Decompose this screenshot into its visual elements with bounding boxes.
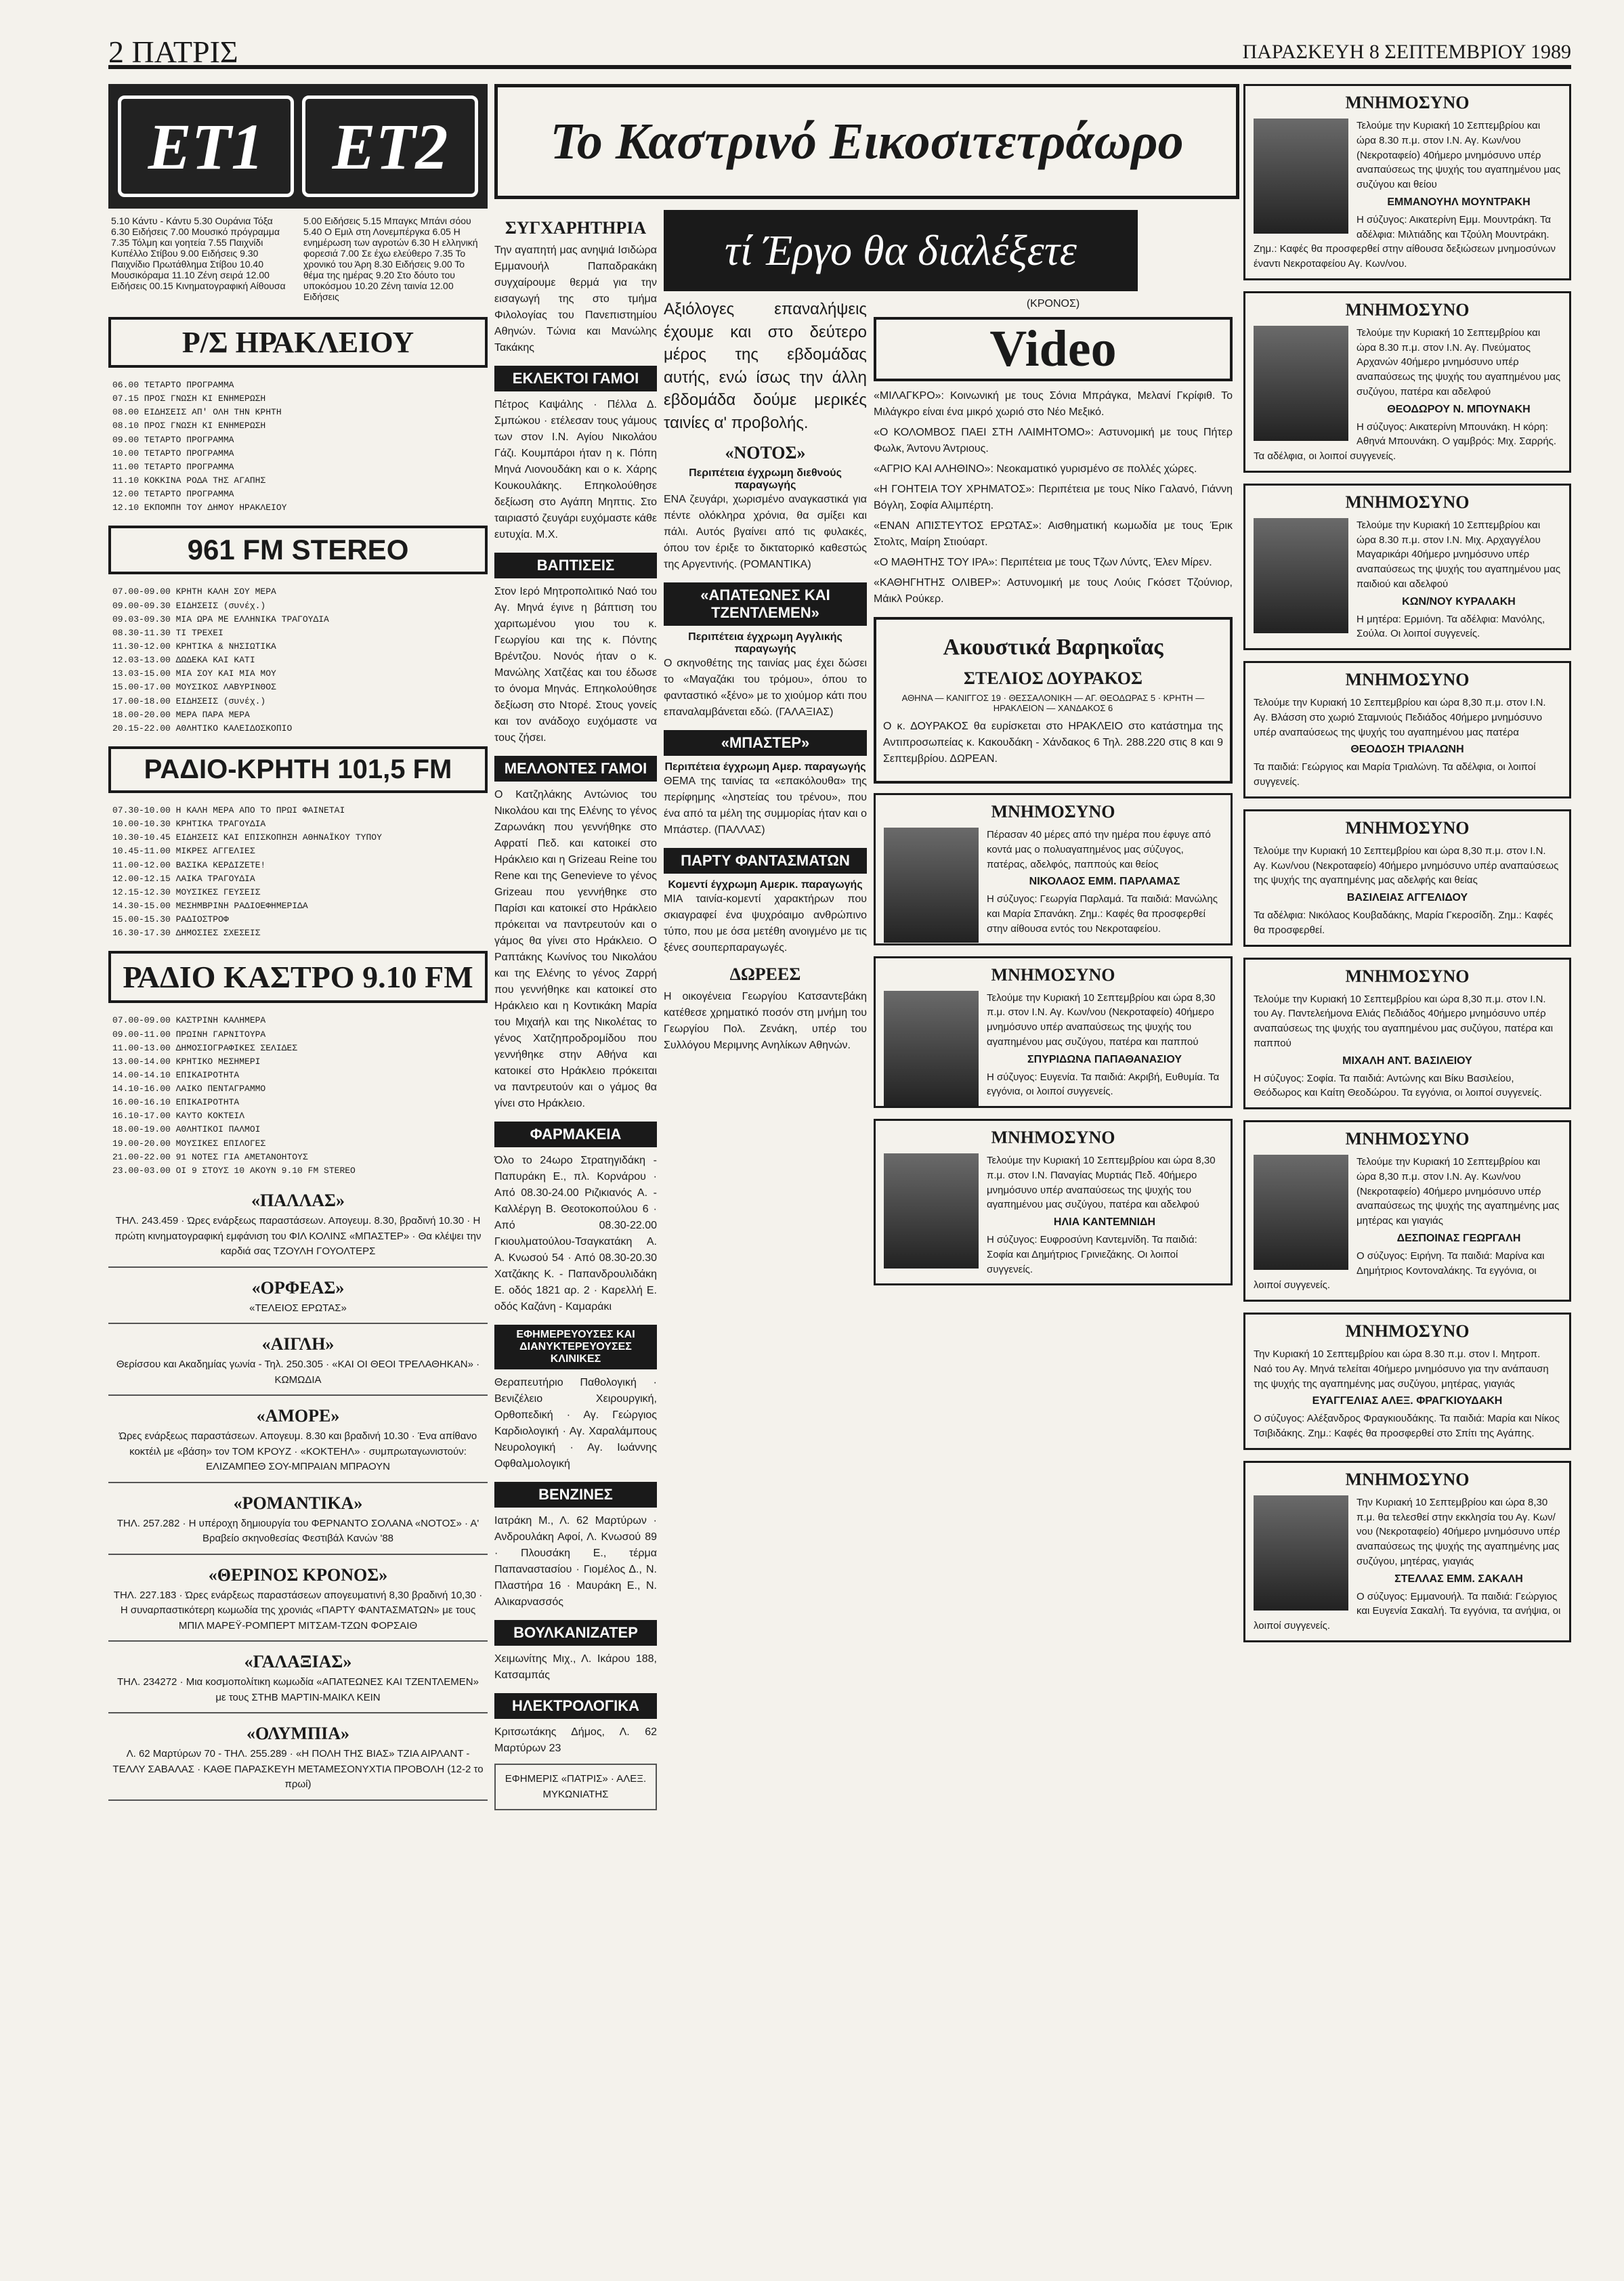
memorial-notice: ΜΝΗΜΟΣΥΝΟ Τελούμε την Κυριακή 10 Σεπτεμβρίου και ώρα 8.30 π.μ. στον Ι.Ν. Μιχ. Αρχαγγέλου Μαγαρικάρι 40ήμερο μνημόσυνο υπέρ αναπαύσεως της ψυχής του αγαπημένου μας παιδιού και αδελφού ΚΩΝ/ΝΟΥ ΚΥΡΑΛΑΚΗ Η μητέρα: Ερμιόνη. Τα αδέλφια: Μανόλης, Σούλα. Οι λοιποί συγγενείς. — [1243, 484, 1571, 650]
radio-kriti-title: ΡΑΔΙΟ-ΚΡΗΤΗ 101,5 FM — [108, 746, 488, 793]
mpaster-subtitle: Περιπέτεια έγχρωμη Αμερ. παραγωγής — [664, 761, 866, 773]
weddings-heading: ΕΚΛΕΚΤΟΙ ΓΑΜΟΙ — [494, 366, 657, 391]
video-title: Video — [874, 317, 1233, 381]
video-item: «Ο ΚΟΛΟΜΒΟΣ ΠΑΕΙ ΣΤΗ ΛΑΙΜΗΤΟΜΟ»: Αστυνομική με τους Πήτερ Φωλκ, Άντονυ Άντριους. — [874, 427, 1233, 454]
acoustic-text: Ο κ. ΔΟΥΡΑΚΟΣ θα ευρίσκεται στο ΗΡΑΚΛΕΙΟ στο κατάστημα της Αντιπροσωπείας κ. Κακουδάκη - Χάνδακος 6 Τηλ. 288.220 στις 8 και 9 Σεπτεμβρίου. ΔΩΡΕΑΝ. — [883, 721, 1223, 765]
et2-logo: ET2 — [302, 95, 478, 197]
memorial-notice: ΜΝΗΜΟΣΥΝΟ Τελούμε την Κυριακή 10 Σεπτεμβρίου και ώρα 8,30 π.μ. στον Ι.Ν. Αγ. Βλάσση στο χωριό Σταμνιούς Πεδιάδος 40ήμερο μνημόσυνο υπέρ αναπαύσεως της ψυχής του αγαπημένου μας πατέρα ΘΕΟΔΟΣΗ ΤΡΙΑΛΩΝΗ Τα παιδιά: Γεώργιος και Μαρία Τριαλώνη. Τα αδέλφια, οι λοιποί συγγενείς. — [1243, 661, 1571, 798]
electrical-text: Κριτσωτάκης Δήμος, Λ. 62 Μαρτύρων 23 — [494, 1726, 657, 1754]
memorial-notice: ΜΝΗΜΟΣΥΝΟ Τελούμε την Κυριακή 10 Σεπτεμβρίου και ώρα 8,30 π.μ. στον Ι.Ν. Παναγίας Μυρτιάς Πεδ. 40ήμερο μνημόσυνο υπέρ αναπαύσεως της ψυχής του αγαπημένου μας συζύγου, πατέρα και αδελφού ΗΛΙΑ ΚΑΝΤΕΜΝΙΔΗ Η σύζυγος: Ευφροσύνη Καντεμνίδη. Τα παιδιά: Σοφία και Δημήτριος Γρινιεζάκης. Οι λοιποί συγγενείς. — [874, 1119, 1233, 1285]
apateones-text: Ο σκηνοθέτης της ταινίας μας έχει δώσει το «Μαγαζάκι του τρόμου», όπου το φανταστικό «ξένο» με το χιούμορ κάτι που επαναλαμβάνεται εδώ. (ΓΑΛΑΞΙΑΣ) — [664, 657, 867, 718]
radio-kastro-schedule: 07.00-09.00 ΚΑΣΤΡΙΝΗ ΚΑΛΗΜΕΡΑ 09.00-11.00 ΠΡΩΙΝΗ ΓΑΡΝΙΤΟΥΡΑ 11.00-13.00 ΔΗΜΟΣΙΟΓΡΑΦΙΚΕΣ ΣΕΛΙΔΕΣ 13.00-14.00 ΚΡΗΤΙΚΟ ΜΕΣΗΜΕΡΙ 14.00-14.10 ΕΠΙΚΑΙΡΟΤΗΤΑ 14.10-16.00 ΛΑΙΚΟ ΠΕΝΤΑΓΡΑΜΜΟ 16.00-16.10 ΕΠΙΚΑΙΡΟΤΗΤΑ 16.10-17.00 ΚΑΥΤΟ ΚΟΚΤΕΙΛ 18.00-19.00 ΑΘΛΗΤΙΚΟΙ ΠΑΛΜΟΙ 19.00-20.00 ΜΟΥΣΙΚΕΣ ΕΠΙΛΟΓΕΣ 21.00-22.00 91 ΝΟΤΕΣ ΓΙΑ ΑΜΕΤΑΝΟΗΤΟΥΣ 23.00-03.00 ΟΙ 9 ΣΤΟΥΣ 10 ΑΚΟΥΝ 9.10 FM STEREO — [112, 1015, 356, 1176]
apateones-subtitle: Περιπέτεια έγχρωμη Αγγλικής παραγωγής — [688, 631, 842, 655]
cinema-item: «ΑΙΓΛΗ» Θερίσσου και Ακαδημίας γωνία - Τηλ. 250.305 · «ΚΑΙ ΟΙ ΘΕΟΙ ΤΡΕΛΑΘΗΚΑΝ» · ΚΩΜΩΔΙΑ — [108, 1324, 488, 1396]
cinema-item: «ΟΛΥΜΠΙΑ» Λ. 62 Μαρτύρων 70 - ΤΗΛ. 255.289 · «Η ΠΟΛΗ ΤΗΣ ΒΙΑΣ» ΤΖΙΑ ΑΙΡΛΑΝΤ - ΤΕΛΛΥ ΣΑΒΑΛΑΣ · ΚΑΘΕ ΠΑΡΑΣΚΕΥΗ ΜΕΤΑΜΕΣΟΝΥΧΤΙΑ ΠΡΟΒΟΛΗ (12-2 το πρωί) — [108, 1713, 488, 1801]
gas-text: Ιατράκη Μ., Λ. 62 Μαρτύρων · Ανδρουλάκη Αφοί, Λ. Κνωσού 89 · Πλουσάκη Ε., τέρμα Παπαναστασίου · Γιομέλος Δ., Ν. Πλαστήρα 16 · Μαυράκη Ε., Ν. Αλικαρνασσός — [494, 1515, 657, 1608]
memorial-notice: ΜΝΗΜΟΣΥΝΟ Την Κυριακή 10 Σεπτεμβρίου και ώρα 8.30 π.μ. στον Ι. Μητροπ. Ναό του Αγ. Μηνά τελείται 40ήμερο μνημόσυνο για την ανάπαυση της ψυχής της αγαπημένης μας συζύγου, μητέρας, γιαγιάς ΕΥΑΓΓΕΛΙΑΣ ΑΛΕΞ. ΦΡΑΓΚΙΟΥΔΑΚΗ Ο σύζυγος: Αλέξανδρος Φραγκιουδάκης. Τα παιδιά: Μαρία και Νίκος Τσιβιδάκης. Ζημ.: Καφές θα προσφερθεί στο Σπίτι της Αγάπης. — [1243, 1313, 1571, 1450]
portrait-photo — [1254, 1155, 1348, 1270]
apateones-heading: «ΑΠΑΤΕΩΝΕΣ ΚΑΙ ΤΖΕΝΤΛΕΜΕΝ» — [664, 582, 867, 626]
portrait-photo — [1254, 119, 1348, 234]
cinema-item: «ΓΑΛΑΞΙΑΣ» ΤΗΛ. 234272 · Μια κοσμοπολίτικη κωμωδία «ΑΠΑΤΕΩΝΕΣ ΚΑΙ ΤΖΕΝΤΛΕΜΕΝ» με τους ΣΤΗΒ ΜΑΡΤΙΝ-ΜΑΙΚΛ ΚΕΙΝ — [108, 1642, 488, 1713]
portrait-photo — [884, 828, 979, 943]
notos-heading: «ΝΟΤΟΣ» — [725, 442, 806, 463]
cinema-item: «ΑΜΟΡΕ» Ώρες ενάρξεως παραστάσεων. Απογευμ. 8.30 και βραδινή 10.30 · Ένα απίθανο κοκτέιλ με «βάση» τον ΤΟΜ ΚΡΟΥΖ · «ΚΟΚΤΕΗΛ» · συμπρωταγωνιστούν: ΕΛΙΖΑΜΠΕΘ ΣΟΥ-ΜΠΡΑΙΑΝ ΜΠΡΑΟΥΝ — [108, 1396, 488, 1483]
patris-ad: ΕΦΗΜΕΡΙΣ «ΠΑΤΡΙΣ» · ΑΛΕΞ. ΜΥΚΩΝΙΑΤΗΣ — [494, 1764, 657, 1810]
party-text: ΜΙΑ ταινία-κομεντί χαρακτήρων που σκιαγραφεί ένα ψυχρόαιμο ανθρώπινο τύπο, που με όσα μετέθη ανοιγμένο με τις ξένες σουπερπαραγωγές. — [664, 893, 867, 954]
memorial-notice: ΜΝΗΜΟΣΥΝΟ Τελούμε την Κυριακή 10 Σεπτεμβρίου και ώρα 8,30 π.μ. στον Ι.Ν. του Αγ. Παντελεήμονα Ελιάς Πεδιάδος 40ήμερο μνημόσυνο υπέρ αναπαύσεως της ψυχής του αγαπημένου μας συζύγου, πατέρα και παππού ΜΙΧΑΛΗ ΑΝΤ. ΒΑΣΙΛΕΙΟΥ Η σύζυγος: Σοφία. Τα παιδιά: Αντώνης και Βίκυ Βασιλείου, Θεόδωρος και Καίτη Θεοδώρου. Τα εγγόνια, οι λοιποί συγγενείς. — [1243, 958, 1571, 1110]
cinema-item: «ΡΟΜΑΝΤΙΚΑ» ΤΗΛ. 257.282 · Η υπέροχη δημιουργία του ΦΕΡΝΑΝΤΟ ΣΟΛΑΝΑ «ΝΟΤΟΣ» · Α' Βραβείο σκηνοθεσίας Φεστιβάλ Κανών '88 — [108, 1483, 488, 1555]
party-subtitle: Κομεντί έγχρωμη Αμερικ. παραγωγής — [668, 878, 863, 891]
et1-schedule: 5.10 Κάντυ - Κάντυ 5.30 Ουράνια Τόξα 6.30 Ειδήσεις 7.00 Μουσικό πρόγραμμα 7.35 Τόλμη και γοητεία 7.55 Παιχνίδι Κυπέλλο Στίβου 9.00 Ειδήσεις 9.30 Παιχνίδιο Πρωτάθλημα Στίβου 10.40 Μουσικόραμα 11.10 Ζένη σειρά 12.00 Ειδήσεις 00.15 Κινηματογραφική Αίθουσα — [111, 215, 286, 291]
page-date: ΠΑΡΑΣΚΕΥΗ 8 ΣΕΠΤΕΜΒΡΙΟΥ 1989 — [1242, 41, 1571, 63]
et1-logo: ET1 — [118, 95, 294, 197]
portrait-photo — [1254, 326, 1348, 441]
mpaster-text: ΘΕΜΑ της ταινίας τα «επακόλουθα» της περίφημης «ληστείας του τρένου», που ένα από τα μέλη της συμμορίας ήταν και ο Μπάστερ. (ΠΑΛΛΑΣ) — [664, 775, 867, 836]
memorial-notice: ΜΝΗΜΟΣΥΝΟ Τελούμε την Κυριακή 10 Σεπτεμβρίου και ώρα 8.30 π.μ. στον Ι.Ν. Αγ. Κων/νου (Νεκροταφείο) 40ήμερο μνημόσυνο υπέρ αναπαύσεως της ψυχής του αγαπημένου μας συζύγου και θείου ΕΜΜΑΝΟΥΗΛ ΜΟΥΝΤΡΑΚΗ Η σύζυγος: Αικατερίνη Εμμ. Μουντράκη. Τα αδέλφια: Μιλτιάδης και Τζούλη Μουντράκη. Ζημ.: Καφές θα προσφερθεί στην αίθουσα δεξιώσεων μνημοσύνων έναντι Νεκροταφείου Αγ. Κων/νου. — [1243, 84, 1571, 280]
vulcanizer-heading: ΒΟΥΛΚΑΝΙΖΑΤΕΡ — [494, 1620, 657, 1646]
vulcanizer-text: Χειμωνίτης Μιχ., Λ. Ικάρου 188, Κατσαμπάς — [494, 1653, 657, 1681]
portrait-photo — [1254, 1495, 1348, 1611]
gas-heading: ΒΕΝΖΙΝΕΣ — [494, 1482, 657, 1508]
memorials-column — [1243, 84, 1571, 1653]
baptisms-heading: ΒΑΠΤΙΣΕΙΣ — [494, 553, 657, 578]
cinema-list — [108, 1180, 488, 1801]
fm-stereo-title: 961 FM STEREO — [108, 526, 488, 574]
mpaster-heading: «ΜΠΑΣΤΕΡ» — [664, 730, 867, 756]
gifts-heading: ΔΩΡΕΕΣ — [729, 964, 801, 984]
cinema-item: «ΘΕΡΙΝΟΣ ΚΡΟΝΟΣ» ΤΗΛ. 227.183 · Ώρες ενάρξεως παραστάσεων απογευματινή 8,30 βραδινή 10,30 · Η συναρπαστικότερη κωμωδία της χρονιάς «ΠΑΡΤΥ ΦΑΝΤΑΣΜΑΤΩΝ» με τους ΜΠΙΛ ΜΑΡΕΫ-ΡΟΜΠΕΡΤ ΜΙΤΣΑΜ-ΤΖΩΝ ΦΟΡΣΑΙΘ — [108, 1555, 488, 1642]
video-item: «Η ΓΟΗΤΕΙΑ ΤΟΥ ΧΡΗΜΑΤΟΣ»: Περιπέτεια με τους Νίκο Γαλανό, Γιάννη Βόγλη, Σοφία Αλιμπέρτη. — [874, 484, 1233, 511]
pharmacies-text: Όλο το 24ωρο Στρατηγιδάκη - Παπυράκη Ε., πλ. Κορνάρου · Από 08.30-24.00 Ριζικιανός Α. - Καλλέργη Β. Θεοτοκοπούλου 6 · Από 08.30-22.00 Γκιουλματούλου-Τσαγκατάκη Α. Α. Κνωσού 54 · Από 08.30-20.30 Χατζάκης Κ. - Παπανδρουλιδάκη Ε. οδός 1821 αρ. 2 · Καρελλή Ε. οδός Καζάνη - Καμαράκι — [494, 1155, 657, 1313]
ergo-intro: Αξιόλογες επαναλήψεις έχουμε και στο δεύτερο μέρος της εβδομάδας αυτής, ενώ ίσως την άλλη εβδομάδα δούμε μερικές ταινίες α' προβολής. — [664, 300, 867, 432]
future-weddings-text: Ο Κατζηλάκης Αντώνιος του Νικολάου και της Ελένης το γένος Ζαρωνάκη που γεννήθηκε στο Αφρατί Πεδ. και κατοικεί στο Ηράκλειο και η Grizeau Reine του Rene και της Genevieve το γένος Grizeau που γεννήθηκε στο Παρίσι και κατοικεί στο Ηράκλειο πρόκειται να παντρευτούν και ο γάμος θα γίνει στο Ηράκλειο. Ο Ραπτάκης Κωνίνος του Νικολάου και της Ελένης το γένος Ζαρρή που γεννήθηκε και κατοικεί στο Ηράκλειο και η Κοντικάκη Μαρία του Μιχαήλ και της Νικολέτας το γένος Χατζηπροδρομίδου που γεννήθηκε στην Αθήνα και κατοικεί στο Ηράκλειο πρόκειται να παντρευτούν και ο γάμος θα γίνει στο Ηράκλειο. — [494, 789, 657, 1109]
memorial-notice: ΜΝΗΜΟΣΥΝΟ Τελούμε την Κυριακή 10 Σεπτεμβρίου και ώρα 8,30 π.μ. στον Ι.Ν. Αγ. Κων/νου (Νεκροταφείο) 40ήμερο μνημόσυνο υπέρ αναπαύσεως της ψυχής της αγαπημένης μας μητέρας και γιαγιάς ΔΕΣΠΟΙΝΑΣ ΓΕΩΡΓΑΛΗ Ο σύζυγος: Ειρήνη. Τα παιδιά: Μαρίνα και Δημήτριος Κοντοναλάκης. Τα εγγόνια, οι λοιποί συγγενείς. — [1243, 1120, 1571, 1302]
kastrino-column — [494, 210, 657, 1810]
portrait-photo — [884, 991, 979, 1106]
clinics-text: Θεραπευτήριο Παθολογική · Βενιζέλειο Χειρουργική, Ορθοπεδική · Αγ. Γεώργιος Καρδιολογική · Αγ. Χαραλάμπους Νευρολογική · Αγ. Ιωάννης Οφθαλμολογική — [494, 1377, 657, 1470]
electrical-heading: ΗΛΕΚΤΡΟΛΟΓΙΚΑ — [494, 1693, 657, 1719]
video-item: «ΚΑΘΗΓΗΤΗΣ ΟΛΙΒΕΡ»: Αστυνομική με τους Λούις Γκόσετ Τζούνιορ, Μάικλ Ρούκερ. — [874, 577, 1233, 605]
video-column — [874, 298, 1233, 1296]
kastrino-title: Το Καστρινό Εικοσιτετράωρο — [494, 84, 1239, 199]
clinics-heading: ΕΦΗΜΕΡΕΥΟΥΣΕΣ ΚΑΙ ΔΙΑΝΥΚΤΕΡΕΥΟΥΣΕΣ ΚΛΙΝΙΚΕΣ — [494, 1325, 657, 1369]
notos-text: ΕΝΑ ζευγάρι, χωρισμένο αναγκαστικά για πέντε ολόκληρα χρόνια, θα σμίξει και πάλι. Αυτός βγαίνει από τις φυλακές, όπου τον έριξε το δικτατορικό καθεστώς της Αργεντινής. (ΡΟΜΑΝΤΙΚΑ) — [664, 493, 867, 570]
memorial-notice: ΜΝΗΜΟΣΥΝΟ Τελούμε την Κυριακή 10 Σεπτεμβρίου και ώρα 8,30 π.μ. στον Ι.Ν. Αγ. Κων/νου (Νεκροταφείο) 40ήμερο μνημόσυνο υπέρ αναπαύσεως της ψυχής της αγαπημένης μας αδελφής και θείας ΒΑΣΙΛΕΙΑΣ ΑΓΓΕΛΙΔΟΥ Τα αδέλφια: Νικόλαος Κουβαδάκης, Μαρία Γκεροσίδη. Ζημ.: Καφές θα προσφερθεί. — [1243, 809, 1571, 947]
cinema-item: «ΟΡΦΕΑΣ» «ΤΕΛΕΙΟΣ ΕΡΩΤΑΣ» — [108, 1268, 488, 1325]
et2-schedule: 5.00 Ειδήσεις 5.15 Μπαγκς Μπάνι σόου 5.40 Ο Εμιλ στη Λονεμπέργκα 6.05 Η ενημέρωση των αγροτών 6.30 Η ελληνική φορεσιά 7.00 Σε έχω ελεύθερο 7.35 Το χρονικό του Άρη 8.30 Ειδήσεις 9.00 Το θέμα της ημέρας 9.20 Στο δόυτο του υποκόσμου 10.20 Ζένη ταινία 12.00 Ειδήσεις — [303, 215, 478, 302]
kronos-credit: (ΚΡΟΝΟΣ) — [1026, 298, 1080, 310]
cinema-item: «ΠΑΛΛΑΣ» ΤΗΛ. 243.459 · Ώρες ενάρξεως παραστάσεων. Απογευμ. 8.30, βραδινή 10.30 · Η πρώτη κινηματογραφική εμφάνιση του ΦΙΛ ΚΟΛΙΝΣ «ΜΠΑΣΤΕΡ» · Θα κλέψει την καρδιά σας ΤΖΟΥΛΗ ΓΟΥΟΛΤΕΡΣ — [108, 1180, 488, 1268]
gifts-text: Η οικογένεια Γεωργίου Κατσαντεβάκη κατέθεσε χρηματικό ποσόν στη μνήμη του Γεωργίου Πολ. Ζενάκη, υπέρ του Συλλόγου Μεριμνης Ανηλίκων Αθηνών. — [664, 990, 867, 1051]
notos-subtitle: Περιπέτεια έγχρωμη διεθνούς παραγωγής — [689, 467, 842, 491]
radio-kriti-schedule: 07.30-10.00 Η ΚΑΛΗ ΜΕΡΑ ΑΠΟ ΤΟ ΠΡΩΙ ΦΑΙΝΕΤΑΙ 10.00-10.30 ΚΡΗΤΙΚΑ ΤΡΑΓΟΥΔΙΑ 10.30-10.45 ΕΙΔΗΣΕΙΣ ΚΑΙ ΕΠΙΣΚΟΠΗΣΗ ΑΘΗΝΑΪΚΟΥ ΤΥΠΟΥ 10.45-11.00 ΜΙΚΡΕΣ ΑΓΓΕΛΙΕΣ 11.00-12.00 ΒΑΣΙΚΑ ΚΕΡΔΙΖΕΤΕ! 12.00-12.15 ΛΑΙΚΑ ΤΡΑΓΟΥΔΙΑ 12.15-12.30 ΜΟΥΣΙΚΕΣ ΓΕΥΣΕΙΣ 14.30-15.00 ΜΕΣΗΜΒΡΙΝΗ ΡΑΔΙΟΕΦΗΜΕΡΙΔΑ 15.00-15.30 ΡΑΔΙΟΣΤΡΟΦ 16.30-17.30 ΔΗΜΟΣΙΕΣ ΣΧΕΣΕΙΣ — [112, 805, 382, 939]
video-item: «ΑΓΡΙΟ ΚΑΙ ΑΛΗΘΙΝΟ»: Νεοκαματικό γυρισμένο σε πολλές χώρες. — [874, 463, 1197, 475]
page-number: 2 ΠΑΤΡΙΣ — [108, 35, 238, 69]
ergo-banner: τί Έργο θα διαλέξετε — [664, 210, 1138, 291]
radio-kastro-title: ΡΑΔΙΟ ΚΑΣΤΡΟ 9.10 FM — [108, 951, 488, 1003]
video-item: «Ο ΜΑΘΗΤΗΣ ΤΟΥ ΙΡΑ»: Περιπέτεια με τους Τζων Λύντς, Έλεν Μίρεν. — [874, 557, 1212, 568]
radio-heraklion-schedule: 06.00 ΤΕΤΑΡΤΟ ΠΡΟΓΡΑΜΜΑ 07.15 ΠΡΟΣ ΓΝΩΣΗ ΚΙ ΕΝΗΜΕΡΩΣΗ 08.00 ΕΙΔΗΣΕΙΣ ΑΠ' ΟΛΗ ΤΗΝ ΚΡΗΤΗ 08.10 ΠΡΟΣ ΓΝΩΣΗ ΚΙ ΕΝΗΜΕΡΩΣΗ 09.00 ΤΕΤΑΡΤΟ ΠΡΟΓΡΑΜΜΑ 10.00 ΤΕΤΑΡΤΟ ΠΡΟΓΡΑΜΜΑ 11.00 ΤΕΤΑΡΤΟ ΠΡΟΓΡΑΜΜΑ 11.10 ΚΟΚΚΙΝΑ ΡΟΔΑ ΤΗΣ ΑΓΑΠΗΣ 12.00 ΤΕΤΑΡΤΟ ΠΡΟΓΡΑΜΜΑ 12.10 ΕΚΠΟΜΠΗ ΤΟΥ ΔΗΜΟΥ ΗΡΑΚΛΕΙΟΥ — [112, 380, 287, 513]
baptisms-text: Στον Ιερό Μητροπολιτικό Ναό του Αγ. Μηνά έγινε η βάπτιση του χαριτωμένου γιου του κ. Γεωργίου και της κ. Πόντης Βρέντζου. Νονός ήταν ο κ. Μανώλης Χατζέας και του έδωσε το όνομα Μηνάς. Επηκολούθησε δεξίωση στο Ντορέ. Στους γονείς και τον ανάδοχο ευχόμαστε να τους ζήσει. — [494, 586, 657, 744]
tv-radio-column — [108, 84, 488, 1801]
memorial-notice: ΜΝΗΜΟΣΥΝΟ Τελούμε την Κυριακή 10 Σεπτεμβρίου και ώρα 8.30 π.μ. στον Ι.Ν. Αγ. Πνεύματος Αρχανών 40ήμερο μνημόσυνο υπέρ αναπαύσεως της ψυχής του αγαπημένου μας συζύγου, πατέρα και αδελφού ΘΕΟΔΩΡΟΥ Ν. ΜΠΟΥΝΑΚΗ Η σύζυγος: Αικατερίνη Μπουνάκη. Η κόρη: Αθηνά Μπουνάκη. Ο γαμβρός: Μιχ. Σαρρής. Τα αδέλφια, οι λοιποί συγγενείς. — [1243, 291, 1571, 473]
congrats-heading: ΣΥΓΧΑΡΗΤΗΡΙΑ — [505, 218, 647, 238]
tv-programmes — [108, 209, 488, 309]
acoustic-ad — [874, 617, 1233, 784]
weddings-text: Πέτρος Καψάλης · Πέλλα Δ. Σμπώκου · ετέλεσαν τους γάμους των στον Ι.Ν. Αγίου Νικολάου Γάζι. Κουμπάροι ήταν η κ. Πόπη Μηνά Λιονουδάκη και ο κ. Χάρης Κουκουλάκης. Επηκολούθησε δεξίωση στο Αγάπη Μηπτις. Στο ταιριαστό ζευγάρι ευχόμαστε κάθε ευτυχία. Μ.Χ. — [494, 399, 657, 540]
radio-heraklion-title: Ρ/Σ ΗΡΑΚΛΕΙΟΥ — [108, 317, 488, 368]
fm-stereo-schedule: 07.00-09.00 ΚΡΗΤΗ ΚΑΛΗ ΣΟΥ ΜΕΡΑ 09.00-09.30 ΕΙΔΗΣΕΙΣ (συνέχ.) 09.03-09.30 ΜΙΑ ΩΡΑ ΜΕ ΕΛΛΗΝΙΚΑ ΤΡΑΓΟΥΔΙΑ 08.30-11.30 ΤΙ ΤΡΕΧΕΙ 11.30-12.00 ΚΡΗΤΙΚΑ & ΝΗΣΙΩΤΙΚΑ 12.03-13.00 ΔΩΔΕΚΑ ΚΑΙ ΚΑΤΙ 13.03-15.00 ΜΙΑ ΣΟΥ ΚΑΙ ΜΙΑ ΜΟΥ 15.00-17.00 ΜΟΥΣΙΚΟΣ ΛΑΒΥΡΙΝΘΟΣ 17.00-18.00 ΕΙΔΗΣΕΙΣ (συνέχ.) 18.00-20.00 ΜΕΡΑ ΠΑΡΑ ΜΕΡΑ 20.15-22.00 ΑΘΛΗΤΙΚΟ ΚΑΛΕΙΔΟΣΚΟΠΙΟ — [112, 587, 329, 733]
ergo-column — [664, 298, 867, 1061]
acoustic-title: Ακουστικά Βαρηκοΐας — [943, 635, 1163, 660]
memorial-notice: ΜΝΗΜΟΣΥΝΟ Πέρασαν 40 μέρες από την ημέρα που έφυγε από κοντά μας ο πολυαγαπημένος μας σύζυγος, πατέρας, αδελφός, παππούς και θείος ΝΙΚΟΛΑΟΣ ΕΜΜ. ΠΑΡΛΑΜΑΣ Η σύζυγος: Γεωργία Παρλαμά. Τα παιδιά: Μανώλης και Μαρία Σπανάκη. Ζημ.: Καφές θα προσφερθεί στην αίθουσα εντός του Νεκροταφείου. — [874, 793, 1233, 945]
acoustic-name: ΣΤΕΛΙΟΣ ΔΟΥΡΑΚΟΣ — [964, 668, 1142, 688]
congrats-text: Την αγαπητή μας ανηψιά Ισιδώρα Εμμανουήλ Παπαδρακάκη συγχαίρουμε θερμά για την εισαγωγή της στο τμήμα Φιλολογίας του Πανεπιστημίου Αθηνών. Τώνια και Μανώλης Τακάκης — [494, 244, 657, 354]
portrait-photo — [1254, 518, 1348, 633]
future-weddings-heading: ΜΕΛΛΟΝΤΕΣ ΓΑΜΟΙ — [494, 756, 657, 782]
acoustic-address: ΑΘΗΝΑ — ΚΑΝΙΓΓΟΣ 19 · ΘΕΣΣΑΛΟΝΙΚΗ — ΑΓ. ΘΕΟΔΩΡΑΣ 5 · ΚΡΗΤΗ — ΗΡΑΚΛΕΙΟΝ — ΧΑΝΔΑΚΟΣ 6 — [901, 693, 1205, 713]
video-item: «ΕΝΑΝ ΑΠΙΣΤΕΥΤΟΣ ΕΡΩΤΑΣ»: Αισθηματική κωμωδία με τους Έρικ Στολτς, Μαίρη Στιούαρτ. — [874, 520, 1233, 548]
tv-logos — [108, 84, 488, 209]
page-header — [108, 27, 1571, 69]
memorial-notice: ΜΝΗΜΟΣΥΝΟ Την Κυριακή 10 Σεπτεμβρίου και ώρα 8,30 π.μ. θα τελεσθεί στην εκκλησία του Αγ. Κων/νου (Νεκροταφείο) 40ήμερο μνημόσυνο υπέρ αναπαύσεως της ψυχής της αγαπημένης μας συζύγου, μητέρας, γιαγιάς ΣΤΕΛΛΑΣ ΕΜΜ. ΣΑΚΑΛΗ Ο σύζυγος: Εμμανουήλ. Τα παιδιά: Γεώργιος και Ευγενία Σακαλή. Τα εγγόνια, τα ανήψια, οι λοιποί συγγενείς. — [1243, 1461, 1571, 1642]
memorial-notice: ΜΝΗΜΟΣΥΝΟ Τελούμε την Κυριακή 10 Σεπτεμβρίου και ώρα 8,30 π.μ. στον Ι.Ν. Αγ. Κων/νου (Νεκροταφείο) 40ήμερο μνημόσυνο υπέρ αναπαύσεως της ψυχής του αγαπημένου μας συζύγου, πατέρα και παππού ΣΠΥΡΙΔΩΝΑ ΠΑΠΑΘΑΝΑΣΙΟΥ Η σύζυγος: Ευγενία. Τα παιδιά: Ακριβή, Ευθυμία. Τα εγγόνια, οι λοιποί συγγενείς. — [874, 956, 1233, 1109]
portrait-photo — [884, 1153, 979, 1269]
pharmacies-heading: ΦΑΡΜΑΚΕΙΑ — [494, 1122, 657, 1147]
party-heading: ΠΑΡΤΥ ΦΑΝΤΑΣΜΑΤΩΝ — [664, 848, 867, 874]
video-item: «ΜΙΛΑΓΚΡΟ»: Κοινωνική με τους Σόνια Μπράγκα, Μελανί Γκρίφιθ. Το Μιλάγκρο είναι ένα μικρό χωριό στο Νέο Μεξικό. — [874, 390, 1233, 418]
